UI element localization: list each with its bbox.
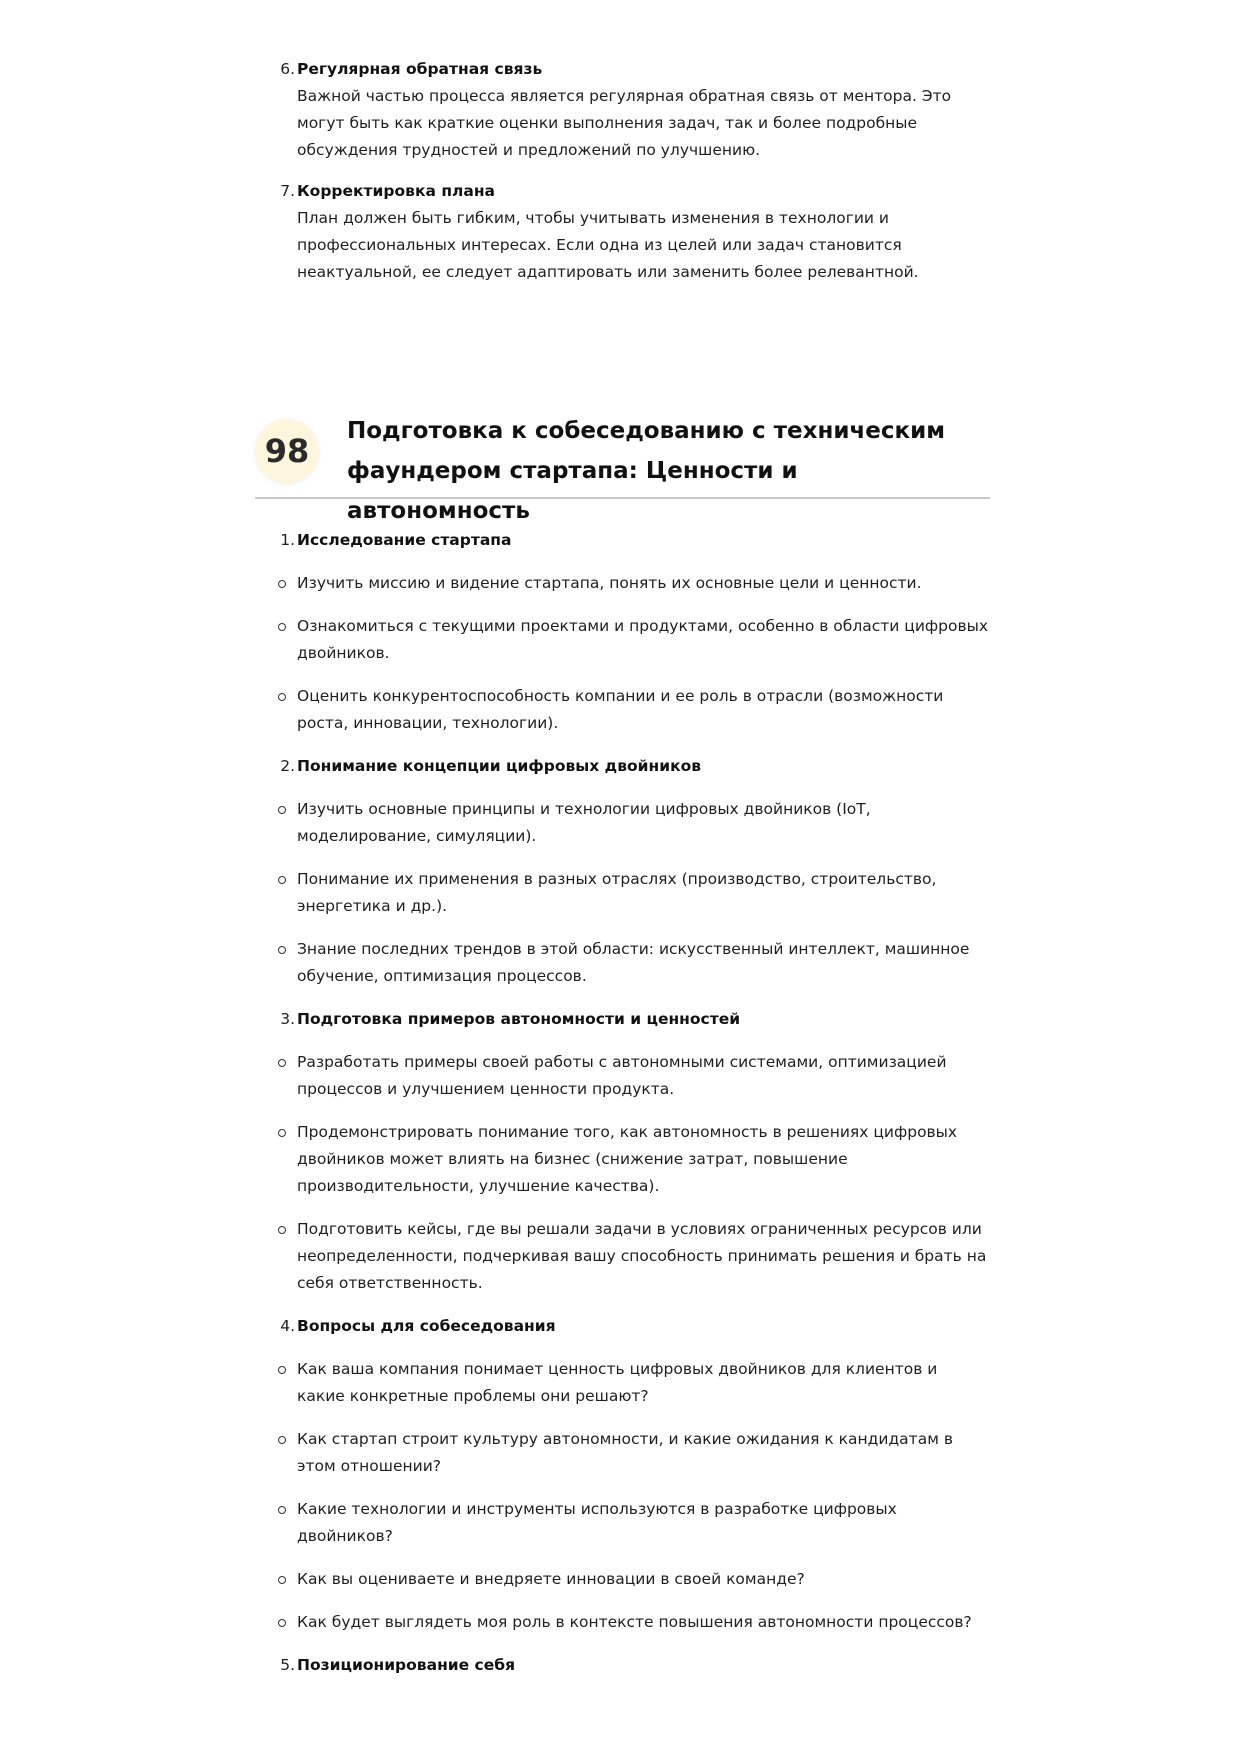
item-text: Важной частью процесса является регулярная обратная связь от ментора. Это могут быть как краткие оценки выполнения задач, так и более подробные обсуждения трудностей и предложений по улучшению. [297,87,952,159]
list-item [255,753,990,990]
bullet-item: Изучить основные принципы и технологии цифровых двойников (IoT, моделирование, симуляции). [255,796,990,850]
bullet-circle-icon [278,1619,286,1627]
item-title: Понимание концепции цифровых двойников [297,757,702,775]
bullet-item: Разработать примеры своей работы с автономными системами, оптимизацией процессов и улучшением ценности продукта. [255,1049,990,1103]
item-title: Регулярная обратная связь [297,60,543,78]
list-item [255,178,990,286]
bullet-item: Оценить конкурентоспособность компании и ее роль в отрасли (возможности роста, инновации, технологии). [255,683,990,737]
bullet-circle-icon [278,946,286,954]
bullet-list [255,1049,990,1297]
bullet-item: Какие технологии и инструменты используются в разработке цифровых двойников? [255,1496,990,1550]
bullet-item: Подготовить кейсы, где вы решали задачи в условиях ограниченных ресурсов или неопределенности, подчеркивая вашу способность принимать решения и брать на себя ответственность. [255,1216,990,1297]
bullet-circle-icon [278,580,286,588]
bullet-item: Продемонстрировать понимание того, как автономность в решениях цифровых двойников может влиять на бизнес (снижение затрат, повышение производительности, улучшение качества). [255,1119,990,1200]
bullet-circle-icon [278,623,286,631]
bullet-circle-icon [278,1059,286,1067]
item-text: План должен быть гибким, чтобы учитывать изменения в технологии и профессиональных интересах. Если одна из целей или задач становится неактуальной, ее следует адаптировать или заменить более релевантной. [297,209,919,281]
bullet-item: Ознакомиться с текущими проектами и продуктами, особенно в области цифровых двойников. [255,613,990,667]
bullet-circle-icon [278,693,286,701]
bullet-item: Как стартап строит культуру автономности, и какие ожидания к кандидатам в этом отношении? [255,1426,990,1480]
item-title: Вопросы для собеседования [297,1317,556,1335]
document-page [255,56,990,1691]
section-number-badge: 98 [255,419,319,483]
item-number: 2. [280,757,295,775]
bullet-circle-icon [278,1129,286,1137]
bullet-circle-icon [278,1506,286,1514]
item-number: 7. [280,182,295,200]
list-item [255,1006,990,1297]
item-title: Позиционирование себя [297,1656,516,1674]
bullet-circle-icon [278,1576,286,1584]
section-header [255,413,990,524]
list-item [255,1313,990,1636]
item-number: 3. [280,1010,295,1028]
item-number: 5. [280,1656,295,1674]
list-item [255,1652,990,1679]
list-item [255,56,990,164]
bullet-circle-icon [278,1226,286,1234]
section-body [255,527,990,1679]
bullet-circle-icon [278,1436,286,1444]
item-number: 4. [280,1317,295,1335]
bullet-item: Как вы оцениваете и внедряете инновации в своей команде? [255,1566,990,1593]
item-number: 1. [280,531,295,549]
bullet-item: Знание последних трендов в этой области: искусственный интеллект, машинное обучение, оптимизация процессов. [255,936,990,990]
item-title: Исследование стартапа [297,531,512,549]
bullet-circle-icon [278,806,286,814]
bullet-list [255,1356,990,1636]
bullet-circle-icon [278,876,286,884]
bullet-list [255,570,990,737]
item-title: Подготовка примеров автономности и ценностей [297,1010,741,1028]
bullet-list [255,796,990,990]
section-title: Подготовка к собеседованию с техническим фаундером стартапа: Ценности и автономность [347,418,945,524]
item-number: 6. [280,60,295,78]
bullet-circle-icon [278,1366,286,1374]
item-title: Корректировка плана [297,182,496,200]
bullet-item: Изучить миссию и видение стартапа, понять их основные цели и ценности. [255,570,990,597]
list-item [255,527,990,737]
bullet-item: Как будет выглядеть моя роль в контексте повышения автономности процессов? [255,1609,990,1636]
previous-section-continuation [255,56,990,286]
bullet-item: Понимание их применения в разных отраслях (производство, строительство, энергетика и др.). [255,866,990,920]
bullet-item: Как ваша компания понимает ценность цифровых двойников для клиентов и какие конкретные проблемы они решают? [255,1356,990,1410]
